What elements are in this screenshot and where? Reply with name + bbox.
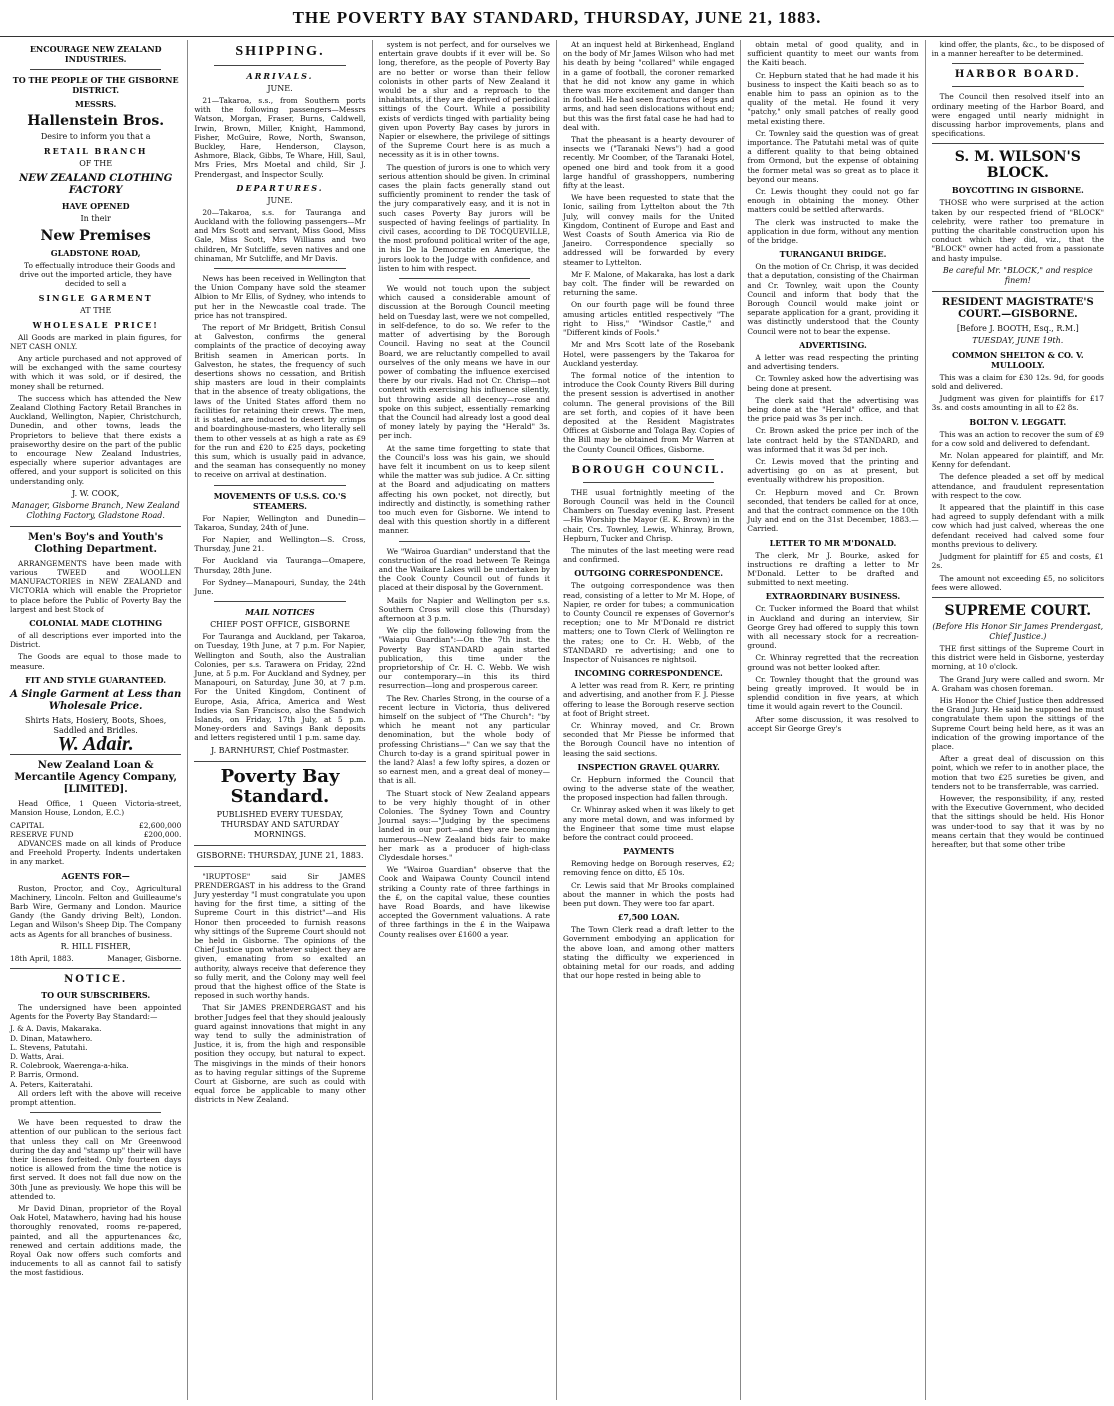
ad-text: WHOLESALE PRICE! [32, 319, 159, 330]
ad-paragraph: All Goods are marked in plain figures, for NET CASH ONLY. [10, 332, 182, 351]
news-paragraph: On our fourth page will be found three amusing articles entitled respectively "The right to Hiss," "Windsor Castle," and "Different kinds of Fools." [562, 300, 735, 338]
signature: W. Adair. [57, 732, 134, 755]
dateline: GISBORNE: THURSDAY, JUNE 21, 1883. [196, 850, 364, 860]
report-paragraph: Cr. Whinray regretted that the recreation ground was not better looked after. [747, 653, 919, 672]
list-item: P. Barris, Ormond. [10, 1070, 79, 1080]
ad-text: AT THE [79, 305, 112, 315]
fisher-role: Manager, Gisborne. [107, 953, 182, 963]
news-paragraph: We "Wairoa Guardian" understand that the construction of the road between Te Reinga and the Waikare Lakes will be undertaken by the Cook County Council out of funds it placed at their disposal by the Government. [378, 546, 550, 593]
report-paragraph: THOSE who were surprised at the action taken by our respected friend of "BLOCK" celebrity, were rather too premature in putting the charitable construction upon his conduct which they did, viz., that the "BLOCK" owner had acted from a passionate and hasty impulse. [931, 198, 1104, 263]
notice-paragraph: All orders left with the above will receive prompt attention. [10, 1088, 182, 1107]
news-paragraph: Mails for Napier and Wellington per s.s. Southern Cross will close this (Thursday) afternoon at 3 p.m. [378, 595, 550, 623]
paragraph: For Napier, Wellington and Dunedin—Takaroa, Sunday, 24th of June. [194, 513, 366, 532]
divider [952, 86, 1084, 87]
editorial-paragraph: At the same time forgetting to state that the Council's loss was his gain, we should have felt it incumbent on us to keep silent while the matter was sub judice. A Cr. sitting at the Board and adjudicating on matters affecting his own pocket, not directly, but indirectly and distinctly, is something rather too much even for Gisborne. We intend to deal with this question shortly in a different manner. [378, 443, 550, 536]
report-paragraph: THE first sittings of the Supreme Court in this district were held in Gisborne, yesterday morning, at 10 o'clock. [931, 643, 1104, 672]
fisher-line [10, 954, 181, 963]
column-6 [926, 40, 1110, 1400]
news-paragraph: At an inquest held at Birkenhead, England on the body of Mr James Wilson who had met his death by being "collared" while engaged in a game of football, the coroner remarked that he did not know any game in which there was more excitement and danger than in football. He had seen fractures of legs and arms, and had seen dislocations without end; but this was the first fatal case he had had to deal with. [562, 40, 735, 132]
paragraph: 21—Takaroa, s.s., from Southern ports with the following passengers—Messrs Watson, Morgan, Fraser, Burns, Caldwell, Irwin, Brown, Miller, Knight, Hammond, Fisher, McGuire, Rowe, North, Swanson, Buckley, Hare, Henderson, Clayson, Ashmore, Black, Gibbs, Te Whare, Hill, Saul, Mrs Fries, Mrs Moetal and child, Sir J. Prendergast, and Inspector Scully. [194, 96, 366, 179]
ad-heading: New Zealand Loan & Mercantile Agency Company, [LIMITED]. [14, 760, 177, 796]
column-3 [373, 40, 557, 1400]
section-heading: HARBOR BOARD. [954, 69, 1081, 81]
news-paragraph: The Rev. Charles Strong, in the course of a recent lecture in Victoria, thus delivered himself on the subject of "The Church": "by which he meant not any particular denomination, but the whole body of professing Christians—" Can we say that the Church to-day is a grand spiritual power in the land? Alas! a few lofty spires, a dozen or so earnest men, and a great deal of money—that is all. [378, 693, 550, 786]
report-paragraph: Removing hedge on Borough reserves, £2; removing fence on ditto, £5 10s. [562, 859, 735, 878]
report-paragraph: Cr. Lewis moved that the printing and advertising go on as at present, but eventually withdrew his proposition. [747, 456, 919, 485]
ad-paragraph: The Goods are equal to those made to measure. [10, 652, 182, 671]
notice-paragraph: The undersigned have been appointed Agents for the Poverty Bay Standard:— [10, 1002, 182, 1022]
subheading: BOYCOTTING IN GISBORNE. [951, 185, 1084, 196]
paragraph: For Napier, and Wellington—S. Cross, Thursday, June 21. [194, 534, 366, 554]
divider [583, 482, 714, 483]
divider [10, 526, 181, 527]
capital-value: £2,600,000 [139, 820, 182, 830]
notice-subheading: TO OUR SUBSCRIBERS. [41, 989, 151, 1000]
subheading: TUESDAY, JUNE 19th. [972, 335, 1064, 345]
report-paragraph: After a great deal of discussion on this point, which we refer to in another place, the motion that two £25 sureties be given, and tenders not to be transferrable, was carried. [931, 754, 1104, 791]
section-heading: SHIPPING. [235, 44, 325, 59]
paragraph: For Tauranga and Auckland, per Takaroa, on Tuesday, 19th June, at 7 p.m. For Napier, Wellington and South, also the Australian Colonies, per s.s. Tarawera on Friday, 22nd June, at 5 p.m. For Auckland and Sydney, per Manapouri, on Saturday, June 30, at 7 p.m. For the United Kingdom, Continent of Europe, Asia, Africa, America and West Indies via San Francisco, also the Sandwich Islands, on Friday, 17th July, at 5 p.m. Money-orders and Savings Bank deposits and letters registered until 1 p.m. same day. [194, 632, 366, 743]
report-paragraph: The minutes of the last meeting were read and confirmed. [562, 545, 735, 565]
paragraph: 20—Takaroa, s.s. for Tauranga and Auckland with the following passengers—Mr and Mrs Scott and servant, Miss Good, Miss Gale, Miss Scott, Mrs Williams and two children, Mr Sutcliffe, seven natives and one chinaman, Mr Sutcliffe, and Mr Davis. [194, 207, 366, 263]
firm-name: Hallenstein Bros. [27, 113, 165, 129]
news-paragraph: That the pheasant is a hearty devourer of insects we ("Taranaki News") had a good recently. Mr Coomber, of the Taranaki Hotel, opened one bird and took from it a good large handful of grasshoppers, numbering fifty at the least. [562, 135, 735, 191]
report-paragraph: The Grand Jury were called and sworn. Mr A. Graham was chosen foreman. [931, 674, 1104, 693]
report-paragraph: However, the responsibility, if any, rested with the Executive Government, who decided that the sittings should be held. His Honor was under-tood to say that it was by no means certain that they would be continued hereafter, but that some other tribe [931, 793, 1104, 849]
news-paragraph: The formal notice of the intention to introduce the Cook County Rivers Bill during the present session is advertised in another column. The general provisions of the Bill are set forth, and copies of it have been deposited at the Resident Magistrates Offices at Gisborne and Tolaga Bay. Copies of the Bill may be obtained from Mr Warren at the County Council Offices, Gisborne. [562, 370, 735, 454]
divider [194, 845, 365, 846]
divider [399, 541, 530, 542]
list-item: J. & A. Davis, Makaraka. [10, 1024, 102, 1034]
news-paragraph: We have been requested to state that the Ionic, sailing from Lyttelton about the 7th July, will convey mails for the United Kingdom, Continent of Europe and East and West Coasts of South America via Rio de Janeiro. Correspondence specially so addressed will be forwarded by every steamer to Lyttelton. [562, 193, 735, 267]
report-paragraph: Cr. Hepburn informed the Council that owing to the adverse state of the weather, the proposed inspection had fallen through. [562, 774, 735, 803]
subheading: (Before His Honor Sir James Prendergast, Chief Justice.) [932, 621, 1104, 641]
report-paragraph: Judgment for plaintiff for £5 and costs, £1 2s. [931, 552, 1104, 571]
case-heading: BOLTON V. LEGGATT. [969, 416, 1067, 427]
subheading: [Before J. BOOTH, Esq., R.M.] [956, 323, 1079, 333]
ad-paragraph: of all descriptions ever imported into the District. [10, 631, 182, 650]
report-paragraph: Cr. Hepburn stated that he had made it his business to inspect the Kaiti beach so as to enable him to pass an opinion as to the quality of the metal. He found it very "patchy," only small patches of really good metal existing there. [747, 70, 919, 126]
editorial-paragraph: "IRUPTOSE" said Sir JAMES PRENDERGAST in his address to the Grand Jury yesterday "I must congratulate you upon having for the first time, a sitting of the Supreme Court in this district"—and His Honor then proceeded to furnish reasons why sittings of the Supreme Court should not be held in Gisborne. The opinions of the Chief Justice upon whatever subject they are given, emanating from so exalted an authority, always receive that deference they so fully merit, and the Colony may well feel proud that the highest office of the State is reposed in such worthy hands. [194, 871, 366, 1001]
publication-note: PUBLISHED EVERY TUESDAY, THURSDAY AND SATURDAY MORNINGS. [216, 809, 344, 839]
divider [932, 143, 1104, 144]
divider [214, 601, 345, 602]
list-item: R. Colebrook, Waerenga-a-hika. [10, 1061, 129, 1071]
column-2 [188, 40, 372, 1400]
report-paragraph: Cr. Lewis said that Mr Brooks complained about the manner in which the posts had been put down. They were too far apart. [562, 880, 735, 909]
report-paragraph: Cr. Lewis thought they could not go far enough in obtaining the money. Other matters could be settled afterwards. [747, 187, 919, 215]
ad-text: AGENTS FOR— [61, 870, 130, 881]
column-1 [4, 40, 188, 1400]
notice-paragraph: Mr David Dinan, proprietor of the Royal Oak Hotel, Matawhero, having had his house thoroughly renovated, rooms re-papered, painted, and all the appurtenances &c, renewed and certain additions made, the Royal Oak now offers such comforts and inducements to all as cannot fail to satisfy the most fastidious. [10, 1204, 182, 1278]
paragraph: The report of Mr Bridgett, British Consul at Galveston, confirms the general complaints of the practice of decoying away British seamen in American ports. In Galveston, he states, the frequency of such desertions shows no cessation, and British ship masters are loud in their complaints that in the absence of treaty obligations, the laws of the United States afford them no facilities for retaining their crews. The men, it is stated, are induced to desert by crimps and boardinghouse-masters, who literally sell them to other vessels at as high a rate as £9 for the run and £20 to £25 days, pocketing this sum, which is usually paid in advance, and the seaman has consequently no money to receive on arrival at destination. [194, 323, 366, 480]
section-heading: BOROUGH COUNCIL. [571, 464, 726, 476]
report-paragraph: Judgment was given for plaintiffs for £17 3s. and costs amounting in all to £2 8s. [931, 394, 1104, 413]
subheading: MAIL NOTICES [245, 607, 315, 618]
news-paragraph: We "Wairoa Guardian" observe that the Cook and Waipawa County Council intend striking a County rate of three farthings in the £, on the capital value, these counties have Road Boards, and have likewise accepted the Government valuations. A rate of three farthings in the £ in the Waipawa County realises over £1600 a year. [378, 865, 550, 939]
subheading: CHIEF POST OFFICE, GISBORNE [210, 620, 350, 630]
report-paragraph: A letter was read from R. Kerr, re printing and advertising, and another from F. J. Piesse offering to lease the Borough reserve section at foot of Bright street. [562, 681, 735, 718]
report-paragraph: This was a claim for £30 12s. 9d, for goods sold and delivered. [931, 372, 1104, 392]
report-paragraph: THE usual fortnightly meeting of the Borough Council was held in the Council Chambers on Tuesday evening last. Present—His Worship the Mayor (E. K. Brown) in the chair, Crs. Townley, Lewis, Whinray, Brown, Hepburn, Tucker and Chrisp. [562, 487, 735, 543]
reserve-value: £200,000. [143, 829, 182, 839]
ad-paragraph: The success which has attended the New Zealand Clothing Factory Retail Branches in Auckland, Wellington, Napier, Christchurch, Dunedin, and other towns, leads the Proprietors to believe that there exists a praiseworthy desire on the part of the public to encourage New Zealand Industries, especially where superior advantages are offered, and your support is solicited on this understanding only. [10, 393, 182, 486]
ad-text: SINGLE GARMENT [38, 292, 153, 303]
subheading: OUTGOING CORRESPONDENCE. [574, 568, 724, 579]
ad-heading: A Single Garment at Less than Wholesale Price. [10, 688, 182, 712]
section-heading: S. M. WILSON'S BLOCK. [954, 149, 1081, 182]
fisher-date: 18th April, 1883. [10, 953, 74, 963]
subheading: ADVERTISING. [799, 339, 867, 350]
report-paragraph: After some discussion, it was resolved to accept Sir George Grey's [747, 714, 919, 733]
report-paragraph: A letter was read respecting the printing and advertising tenders. [747, 352, 919, 372]
report-paragraph: The Town Clerk read a draft letter to the Government embodying an application for the above loan, and among other matters stating the difficulty we experienced in obtaining metal for our roads, and adding that our hope rested in being able to [562, 925, 735, 981]
subheading: PAYMENTS [623, 846, 675, 857]
ad-text: COLONIAL MADE CLOTHING [29, 618, 163, 629]
notice-paragraph: We have been requested to draw the attention of our publican to the serious fact that unless they call on Mr Greenwood during the day and "stamp up" their will have their licenses forfeited. Only fourteen days notice is allowed from the time the notice is first served. It does not fall due now on the 30th June as previously. We hope this will be attended to. [10, 1118, 182, 1201]
ad-paragraph: ADVANCES made on all kinds of Produce and Freehold Property. Indents undertaken in any market. [10, 838, 182, 867]
divider [214, 65, 345, 66]
subheading: JUNE. [267, 84, 293, 93]
editorial-paragraph: We would not touch upon the subject which caused a considerable amount of discussion at the Borough Council meeting held on Tuesday last, were we not compelled, in self-defence, to do so. We refer to the matter of advertising by the Borough Council. Having no seat at the Council Board, we are reluctantly compelled to avail ourselves of the only means we have in our power of combating the influence exercised there by our rivals. Had not Cr. Chrisp—not content with exercising his influence silently, but throwing aside all decency—rose and spoke on this subject, essentially remarking that the Council had already lost a good deal of money lately by paying the "Herald" 3s. per inch. [378, 284, 550, 441]
report-paragraph: obtain metal of good quality, and in sufficient quantity to meet our wants from the Kaiti beach. [747, 40, 919, 68]
ad-text: RETAIL BRANCH [43, 146, 148, 156]
news-paragraph: Mr and Mrs Scott late of the Rosebank Hotel, were passengers by the Takaroa for Auckland yesterday. [562, 340, 735, 368]
ad-text: Desire to inform you that a [40, 132, 151, 141]
paper-title: Poverty Bay Standard. [220, 765, 340, 807]
editorial-paragraph: The question of jurors is one to which very serious attention should be given. In criminal cases the plain facts generally stand out sufficiently prominent to render the task of the jury comparatively easy, and it is not in such cases Poverty Bay jurors will be suspected of having feelings of partiality. In civil cases, according to DE TOCQUEVILLE, the most profound political writer of the age, in his De la Democratie en Amerique, the jurors look to the Judge with confidence, and listen to him with respect. [378, 162, 550, 273]
signature-name: R. HILL FISHER, [60, 941, 131, 951]
ad-text: NEW ZEALAND CLOTHING FACTORY [19, 173, 173, 196]
column-4 [557, 40, 741, 1400]
news-paragraph: The Stuart stock of New Zealand appears to be very highly thought of in other Colonies. The Sydney Town and Country Journal says:—"Judging by the specimens landed in our port—and they are becoming numerous—New Zealand bids fair to make her mark as a producer of high-class Clydesdale horses." [378, 788, 550, 863]
report-paragraph: Cr. Tucker informed the Board that whilst in Auckland and during an interview, Sir George Grey had offered to supply this town with all necessary stock for a recreation-ground. [747, 604, 919, 651]
ad-paragraph: Head Office, 1 Queen Victoria-street, Mansion House, London, E.C.) [10, 799, 182, 818]
ad-paragraph: ARRANGEMENTS have been made with various TWEED and WOOLLEN MANUFACTORIES in NEW ZEALAND and VICTORIA which will enable the Proprietor to place before the Public of Poverty Bay the largest and best Stock of [10, 558, 182, 614]
subheading: £7,500 LOAN. [617, 912, 680, 923]
report-paragraph: The clerk, Mr J. Bourke, asked for instructions re drafting a letter to Mr M'Donald. Letter to be drafted and submitted to next meeting. [747, 550, 919, 588]
ad-text: HAVE OPENED [61, 201, 130, 211]
divider [214, 268, 345, 269]
notice-heading: NOTICE. [64, 973, 128, 985]
newspaper-columns [4, 40, 1110, 1400]
divider [194, 761, 365, 762]
ad-text: MESSRS. [75, 99, 117, 109]
case-heading: COMMON SHELTON & CO. V. MULLOOLY. [952, 349, 1084, 370]
report-paragraph: Cr. Townley asked how the advertising was being done at present. [747, 374, 919, 393]
subheading: INCOMING CORRESPONDENCE. [574, 668, 723, 679]
ad-heading: New Premises [40, 228, 151, 244]
report-paragraph: The defence pleaded a set off by medical attendance, and fraudulent representation with respect to the cow. [931, 472, 1104, 500]
reserve-line [10, 830, 181, 839]
reserve-label: RESERVE FUND [10, 829, 74, 839]
column-5 [741, 40, 925, 1400]
list-item: A. Peters, Kaiteratahi. [10, 1079, 93, 1089]
ad-text: FIT AND STYLE GUARANTEED. [25, 674, 167, 685]
ad-paragraph: Ruston, Proctor, and Coy., Agricultural Machinery, Lincoln. Felton and Guilleaume's Barb Wire, Germany and London. Maurice Gandy (the Gandy driving Belt), London. Legan and Wilson's Sheep Dip. The Company acts as Agents for all branches of business. [10, 883, 182, 939]
editorial-paragraph: That Sir JAMES PRENDERGAST and his brother Judges feel that they should jealously guard against innovations that might in any way tend to sully the administration of Justice, it is, from the high and responsible position they occupy, but natural to expect. The misgivings in the minds of their honors as to having regular sittings of the Supreme Court at Gisborne, are such as could with equal force be applicable to many other districts in New Zealand. [194, 1003, 366, 1105]
ad-paragraph: Any article purchased and not approved of will be exchanged with the same courtesy with which it was sold, or if desired, the money shall be returned. [10, 354, 182, 391]
report-paragraph: kind offer, the plants, &c., to be disposed of in a manner hereafter to be determined. [931, 40, 1104, 59]
list-item: D. Watts, Arai. [10, 1051, 65, 1061]
list-item: L. Stevens, Patutahi. [10, 1042, 88, 1052]
signature-role: Manager, Gisborne Branch, New Zealand Clothing Factory, Gladstone Road. [11, 500, 180, 520]
subheading: DEPARTURES. [236, 182, 324, 193]
signature: J. BARNHURST, Chief Postmaster. [211, 745, 349, 755]
report-paragraph: The clerk said that the advertising was being done at the "Herald" office, and that the price paid was 3s per inch. [747, 395, 919, 424]
agents-list [10, 1024, 181, 1088]
ad-subheading: TO THE PEOPLE OF THE GISBORNE DISTRICT. [12, 75, 179, 95]
editorial-paragraph: system is not perfect, and for ourselves we entertain grave doubts if it ever will be. So long, therefore, as the people of Poverty Bay are no better or worse than their fellow colonists in other parts of New Zealand it would be a slur and a reproach to the inhabitants, if they are deprived of periodical sittings of the Court. While a possibility exists of verdicts tinged with partiality being given upon Poverty Bay cases by jurors in Napier or elsewhere, the privilege of sittings of the Supreme Court here is as much a necessity as it is in other towns. [378, 40, 550, 160]
section-heading: RESIDENT MAGISTRATE'S COURT.—GISBORNE. [941, 296, 1094, 320]
divider [30, 69, 161, 70]
report-paragraph: The Council then resolved itself into an ordinary meeting of the Harbor Board, and were engaged until nearly midnight in discussing harbor improvements, plans and specifications. [931, 92, 1104, 139]
divider [399, 278, 530, 279]
ad-text: Shirts Hats, Hosiery, Boots, Shoes, Saddled and Bridles. [24, 715, 167, 735]
divider [214, 485, 345, 486]
paragraph: For Sydney—Manapouri, Sunday, the 24th June. [194, 577, 366, 596]
ad-paragraph: To effectually introduce their Goods and drive out the imported article, they have decided to sell a [19, 261, 176, 289]
report-paragraph: Cr. Whinray moved, and Cr. Brown seconded that Mr Piesse be informed that the Borough Council have no intention of leasing the said sections. [562, 721, 735, 758]
signature: Be careful Mr. "BLOCK," and respice finem! [942, 265, 1093, 285]
report-paragraph: The amount not exceeding £5, no solicitors fees were allowed. [931, 573, 1104, 592]
ad-text: GLADSTONE ROAD, [50, 248, 141, 258]
report-paragraph: His Honor the Chief Justice then addressed the Grand Jury. He said he supposed he must congratulate them upon the sittings of the Supreme Court being held here, as it was an indication of the growing importance of the place. [931, 695, 1104, 751]
subheading: TURANGANUI BRIDGE. [779, 249, 887, 260]
subheading: LETTER TO MR M'DONALD. [769, 537, 897, 548]
report-paragraph: The outgoing correspondence was then read, consisting of a letter to Mr M. Hope, of Napier, re order for tubes; a communication to County Council re expenses of Governor's reception; one to Mr M'Donald re district matters; one to Town Clerk of Wellington re the rates; one to Cr. H. Webb, of the STANDARD re advertising; and one to Inspector of Nuisances re nightsoil. [562, 581, 735, 664]
divider [932, 597, 1104, 598]
report-paragraph: On the motion of Cr. Chrisp, it was decided that a deputation, consisting of the Chairman and Cr. Townley, wait upon the County Council and inform that body that the Borough Council would make joint or separate application for a grant, providing it was distinctly understood that the County Council were not to bear the expense. [747, 262, 919, 336]
subheading: MOVEMENTS OF U.S.S. CO.'S STEAMERS. [213, 490, 347, 511]
paragraph: For Auckland via Tauranga—Omapere, Thursday, 28th June. [194, 556, 366, 575]
divider [10, 968, 181, 969]
ad-text: In their [80, 214, 111, 223]
ad-heading: Men's Boy's and Youth's Clothing Department. [28, 531, 164, 555]
report-paragraph: This was an action to recover the sum of £9 for a cow sold and delivered to defendant. [931, 429, 1104, 448]
signature-name: J. W. COOK, [71, 488, 120, 498]
paragraph: News has been received in Wellington that the Union Company have sold the steamer Albion to Mr Ellis, of Sydney, who intends to put her in the Newcastle coal trade. The price has not transpired. [194, 274, 366, 320]
report-paragraph: Cr. Townley thought that the ground was being greatly improved. It would be in splendid condition in five years, at which time it would again revert to the Council. [747, 674, 919, 712]
subheading: ARRIVALS. [246, 71, 314, 81]
masthead [0, 0, 1114, 37]
report-paragraph: Cr. Brown asked the price per inch of the late contract held by the STANDARD, and was informed that it was 3d per inch. [747, 426, 919, 454]
report-paragraph: Cr. Whinray asked when it was likely to get any more metal down, and was informed by the Engineer that some time must elapse before the contract could proceed. [562, 805, 735, 843]
news-paragraph: We clip the following following from the "Waiapu Guardian":—On the 7th inst. the Poverty Bay STANDARD again started publication, this time under the proprietorship of Cr. H. C. Webb. We wish our contemporary—in this its third resurrection—long and prosperous career. [378, 626, 550, 691]
report-paragraph: The clerk was instructed to make the application in due form, without any mention of the bridge. [747, 217, 919, 246]
report-paragraph: Mr. Nolan appeared for plaintiff, and Mr. Kenny for defendant. [931, 451, 1104, 470]
list-item: D. Dinan, Matawhero. [10, 1033, 93, 1043]
section-heading: SUPREME COURT. [944, 602, 1092, 619]
capital-line [10, 821, 181, 830]
subheading: EXTRAORDINARY BUSINESS. [765, 591, 901, 602]
subheading: JUNE. [267, 195, 293, 205]
divider [194, 866, 365, 867]
report-paragraph: Cr. Hepburn moved and Cr. Brown seconded, that tenders be called for at once, and that the contract commence on the 10th July and end on the 31st December, 1883.—Carried. [747, 487, 919, 534]
divider [30, 1112, 161, 1113]
masthead-title: THE POVERTY BAY STANDARD, THURSDAY, JUNE 21, 1883. [292, 8, 822, 27]
divider [952, 63, 1084, 64]
ad-heading: ENCOURAGE NEW ZEALAND INDUSTRIES. [29, 44, 162, 64]
subheading: INSPECTION GRAVEL QUARRY. [577, 761, 720, 772]
capital-label: CAPITAL [10, 820, 44, 830]
ad-text: OF THE [79, 159, 113, 168]
report-paragraph: It appeared that the plaintiff in this case had agreed to supply defendant with a milk cow which had just calved, whereas the one defendant received had calved some four months previous to delivery. [931, 503, 1104, 549]
divider [932, 291, 1104, 292]
report-paragraph: Cr. Townley said the question was of great importance. The Patutahi metal was of quite a different quality to that being obtained from Ormond, but the expense of obtaining the former metal was so great as to place it beyond our means. [747, 128, 919, 184]
news-paragraph: Mr F. Malone, of Makaraka, has lost a dark bay colt. The finder will be rewarded on returning the same. [562, 269, 735, 298]
divider [583, 459, 714, 460]
